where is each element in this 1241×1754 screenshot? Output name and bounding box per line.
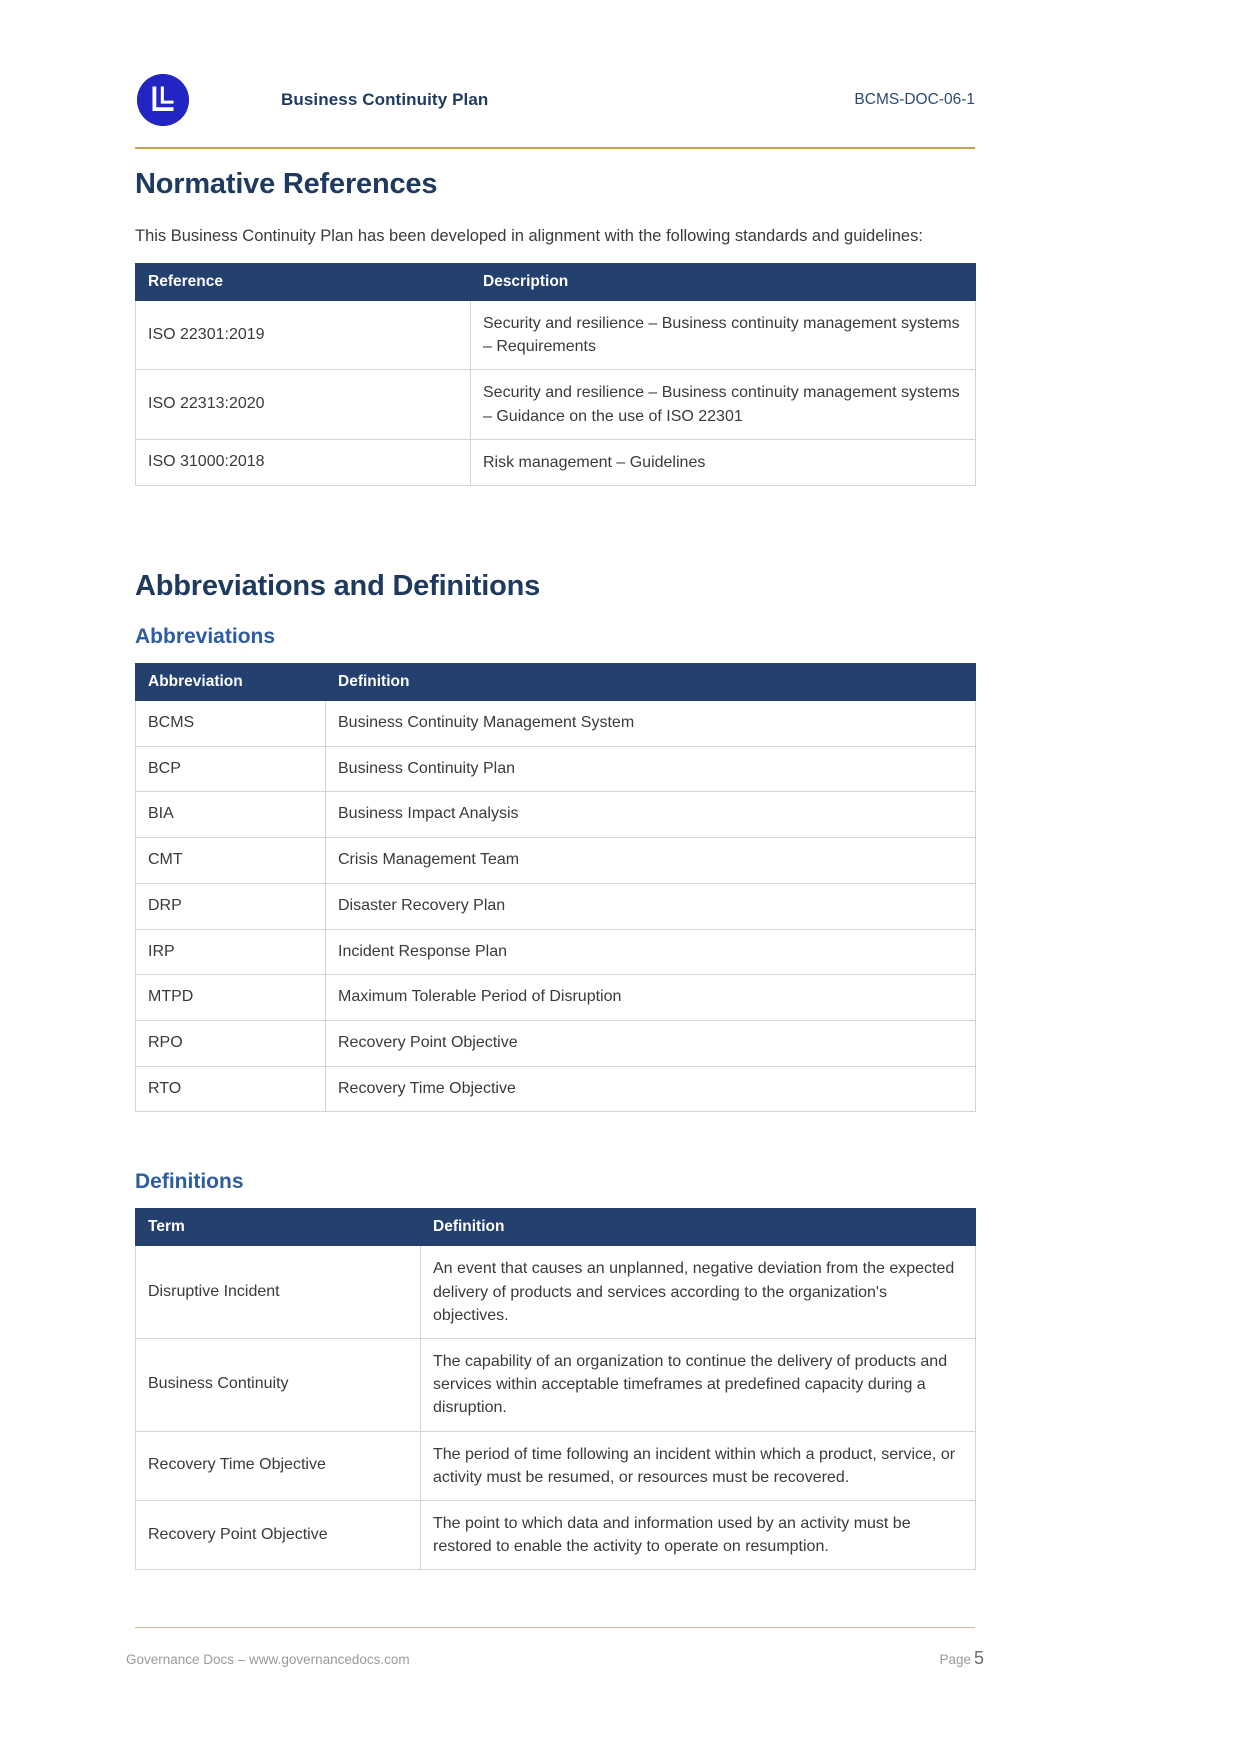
cell-definition: Business Impact Analysis (326, 792, 976, 838)
column-header-term: Term (136, 1209, 421, 1246)
footer-page-label: Page (939, 1652, 971, 1667)
definitions-table (135, 1208, 976, 1570)
page-title: Normative References (135, 168, 438, 200)
cell-definition: Maximum Tolerable Period of Disruption (326, 975, 976, 1021)
cell-definition: The capability of an organization to continue the delivery of products and services within acceptable timeframes at predefined capacity during a disruption. (421, 1339, 976, 1432)
column-header-reference: Reference (136, 264, 471, 301)
footer-page-number: 5 (973, 1648, 984, 1668)
cell-definition: The period of time following an incident within which a product, service, or activity must be resumed, or resources must be recovered. (421, 1431, 976, 1500)
header-divider (135, 147, 975, 149)
cell-abbreviation: BIA (136, 792, 326, 838)
cell-definition: Disaster Recovery Plan (326, 883, 976, 929)
cell-term: Recovery Point Objective (136, 1500, 421, 1569)
table-row (136, 838, 976, 884)
table-row (136, 1246, 976, 1339)
table-row (136, 370, 976, 439)
normative-references-table (135, 263, 976, 486)
table-row (136, 746, 976, 792)
table-row (136, 301, 976, 370)
cell-definition: Business Continuity Management System (326, 701, 976, 747)
cell-definition: Crisis Management Team (326, 838, 976, 884)
table-row (136, 439, 976, 485)
document-content (135, 160, 975, 1570)
table-row (136, 1021, 976, 1067)
subsection-title-abbreviations: Abbreviations (135, 625, 276, 648)
subsection-title-definitions: Definitions (135, 1170, 244, 1194)
table-row (136, 929, 976, 975)
footer-divider (135, 1627, 975, 1628)
cell-reference: ISO 22301:2019 (136, 301, 471, 370)
normative-references-intro: This Business Continuity Plan has been developed in alignment with the following standards and guidelines: (135, 227, 923, 245)
column-header-definition: Definition (326, 664, 976, 701)
document-footer (126, 1648, 984, 1669)
header-document-id: BCMS-DOC-06-1 (854, 91, 975, 108)
table-row (136, 1066, 976, 1112)
cell-abbreviation: BCP (136, 746, 326, 792)
cell-description: Security and resilience – Business continuity management systems – Guidance on the use of ISO 22301 (471, 370, 976, 439)
cell-description: Security and resilience – Business continuity management systems – Requirements (471, 301, 976, 370)
cell-reference: ISO 22313:2020 (136, 370, 471, 439)
company-l-logo-icon (135, 72, 191, 128)
table-row (136, 792, 976, 838)
cell-definition: Recovery Time Objective (326, 1066, 976, 1112)
table-row (136, 1339, 976, 1432)
table-header-row (136, 264, 976, 301)
footer-attribution: Governance Docs – www.governancedocs.com (126, 1652, 410, 1667)
footer-page-indicator (939, 1648, 984, 1669)
cell-abbreviation: DRP (136, 883, 326, 929)
cell-abbreviation: CMT (136, 838, 326, 884)
cell-description: Risk management – Guidelines (471, 439, 976, 485)
cell-term: Business Continuity (136, 1339, 421, 1432)
cell-definition: The point to which data and information used by an activity must be restored to enable the activity to operate on resumption. (421, 1500, 976, 1569)
table-header-row (136, 664, 976, 701)
document-header (135, 62, 975, 138)
cell-definition: An event that causes an unplanned, negative deviation from the expected delivery of products and services according to the organization's objectives. (421, 1246, 976, 1339)
cell-definition: Business Continuity Plan (326, 746, 976, 792)
table-row (136, 701, 976, 747)
cell-abbreviation: BCMS (136, 701, 326, 747)
section-spacer (135, 486, 975, 562)
cell-definition: Incident Response Plan (326, 929, 976, 975)
cell-abbreviation: MTPD (136, 975, 326, 1021)
cell-reference: ISO 31000:2018 (136, 439, 471, 485)
table-row (136, 883, 976, 929)
table-row (136, 1431, 976, 1500)
cell-abbreviation: RTO (136, 1066, 326, 1112)
cell-abbreviation: RPO (136, 1021, 326, 1067)
cell-definition: Recovery Point Objective (326, 1021, 976, 1067)
cell-term: Recovery Time Objective (136, 1431, 421, 1500)
section-title-abbreviations-and-definitions: Abbreviations and Definitions (135, 570, 541, 602)
header-document-title: Business Continuity Plan (281, 90, 489, 109)
cell-abbreviation: IRP (136, 929, 326, 975)
table-row (136, 975, 976, 1021)
column-header-abbreviation: Abbreviation (136, 664, 326, 701)
table-row (136, 1500, 976, 1569)
cell-term: Disruptive Incident (136, 1246, 421, 1339)
table-header-row (136, 1209, 976, 1246)
column-header-description: Description (471, 264, 976, 301)
abbreviations-table (135, 663, 976, 1112)
column-header-definition: Definition (421, 1209, 976, 1246)
section-spacer (135, 1112, 975, 1170)
